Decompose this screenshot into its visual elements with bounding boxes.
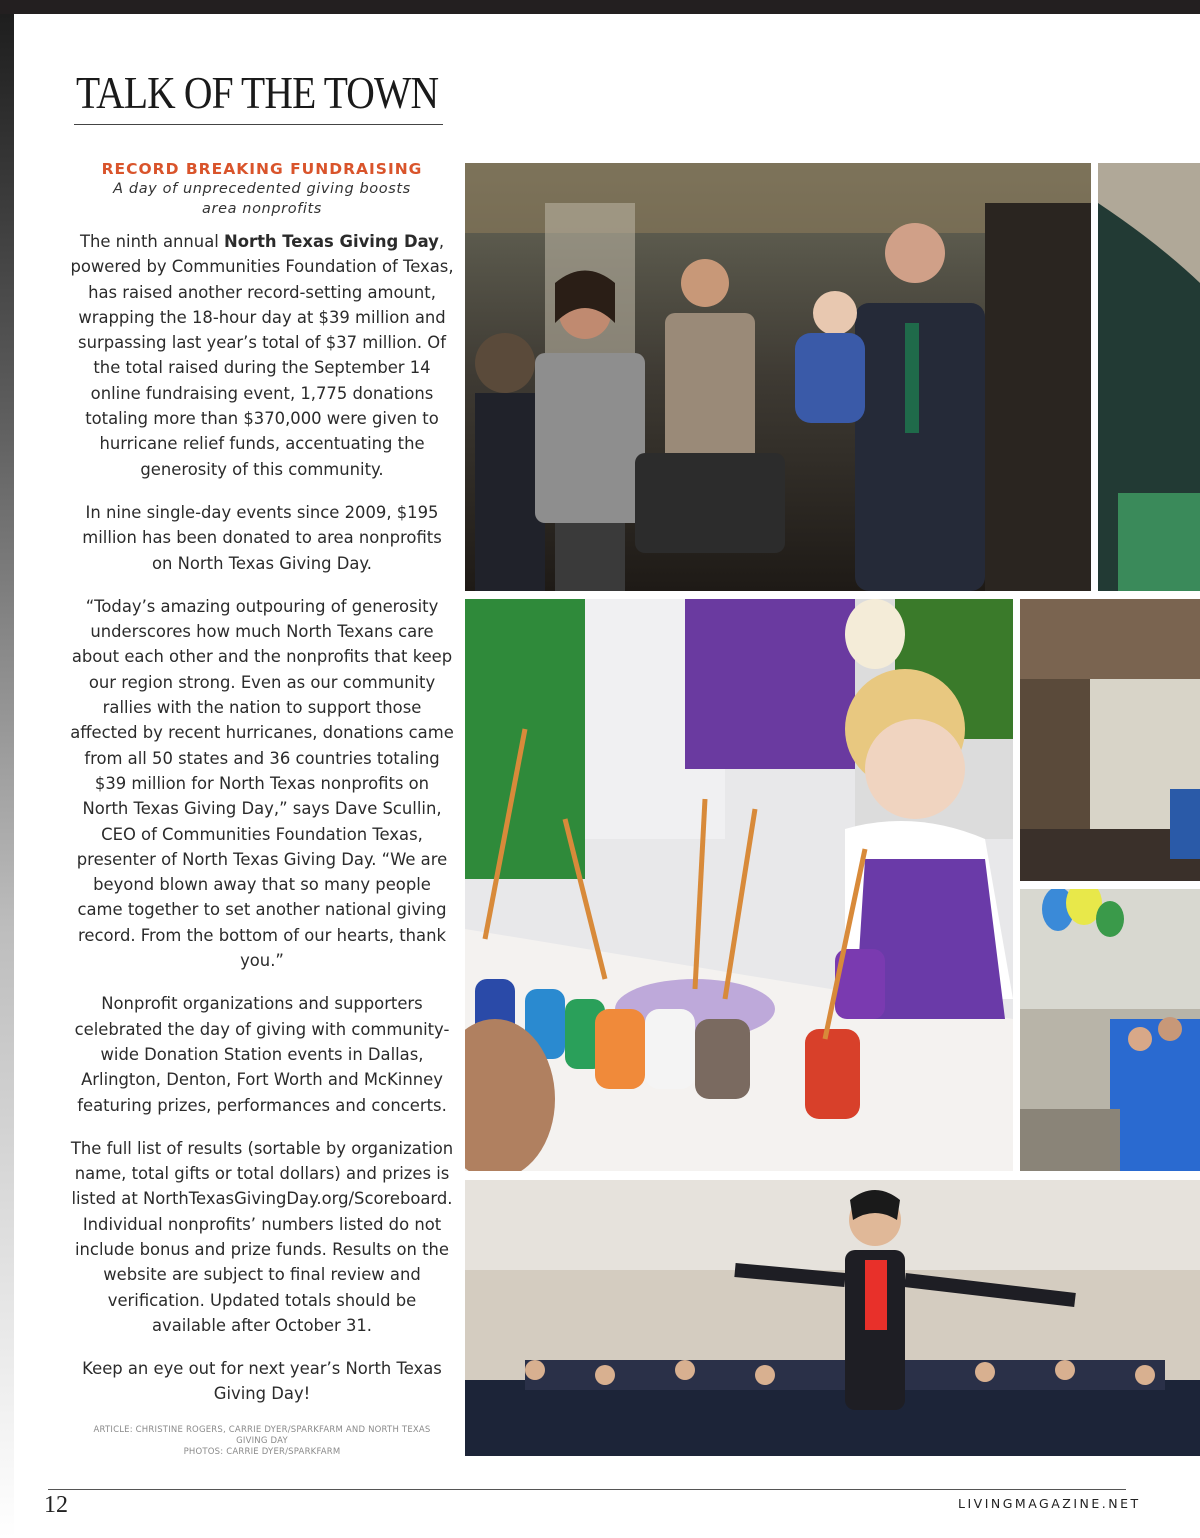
- paragraph-1-bold: North Texas Giving Day: [224, 232, 439, 251]
- credit-article: ARTICLE: CHRISTINE ROGERS, CARRIE DYER/SPARKFARM AND NORTH TEXAS GIVING DAY: [93, 1424, 431, 1446]
- paragraph-6: Keep an eye out for next year’s North Texas Giving Day!: [82, 1359, 442, 1404]
- site-url: LIVINGMAGAZINE.NET: [958, 1496, 1141, 1511]
- footer-rule: [48, 1489, 1126, 1490]
- paragraph-5: The full list of results (sortable by organization name, total gifts or total dollars) and prizes is listed at NorthTexasGivingDay.org/Scoreboard. Individual nonprofits’ numbers listed do not include bonus and prize funds. Results on the website are subject to final review and verification. Updated totals should be available after October 31.: [70, 1138, 454, 1335]
- top-bar: [0, 0, 1200, 14]
- paragraph-4: Nonprofit organizations and supporters celebrated the day of giving with community-wide Donation Station events in Dallas, Arlington, Denton, Fort Worth and McKinney featuring prizes, performances and concerts.: [74, 994, 450, 1115]
- photo-family-with-baby: [465, 163, 1091, 591]
- photo-choir-conductor: [465, 1180, 1200, 1456]
- photo-volunteers-group: [1020, 889, 1200, 1171]
- paragraph-1-lead: The ninth annual: [79, 232, 225, 251]
- paragraph-1: [70, 229, 454, 482]
- title-rule: [74, 124, 443, 125]
- photo-crowd-partial: [1098, 163, 1200, 591]
- page-number: 12: [44, 1492, 68, 1518]
- paragraph-2: In nine single-day events since 2009, $195 million has been donated to area nonprofits on North Texas Giving Day.: [82, 502, 442, 573]
- photo-credits: [80, 1425, 444, 1458]
- credit-photos: PHOTOS: CARRIE DYER/SPARKFARM: [183, 1446, 341, 1457]
- section-title: TALK OF THE TOWN: [76, 67, 439, 118]
- article-column: [70, 160, 454, 1458]
- left-edge-shading: [0, 14, 14, 1538]
- photo-atrium-interior: [1020, 599, 1200, 881]
- article-dek: A day of unprecedented giving boosts area nonprofits: [113, 181, 411, 217]
- paragraph-3: “Today’s amazing outpouring of generosity underscores how much North Texans care about each other and the nonprofits that keep our region strong. Even as our community rallies with the nation to support those affected by recent hurricanes, donations came from all 50 states and 36 countries totaling $39 million for North Texas nonprofits on North Texas Giving Day,” says Dave Scullin, CEO of Communities Foundation Texas, presenter of North Texas Giving Day. “We are beyond blown away that so many people came together to set another national giving record. From the bottom of our hearts, thank you.”: [70, 596, 454, 971]
- article-headline: RECORD BREAKING FUNDRAISING: [101, 160, 423, 178]
- paragraph-1-rest: , powered by Communities Foundation of Texas, has raised another record-setting amount, wrapping the 18-hour day at $39 million and surpassing last year’s total of $37 million. Of the total raised during the September 14 online fundraising event, 1,775 donations totaling more than $370,000 were given to hurricane relief funds, accentuating the generosity of this community.: [70, 232, 454, 479]
- photo-girl-painting: [465, 599, 1013, 1171]
